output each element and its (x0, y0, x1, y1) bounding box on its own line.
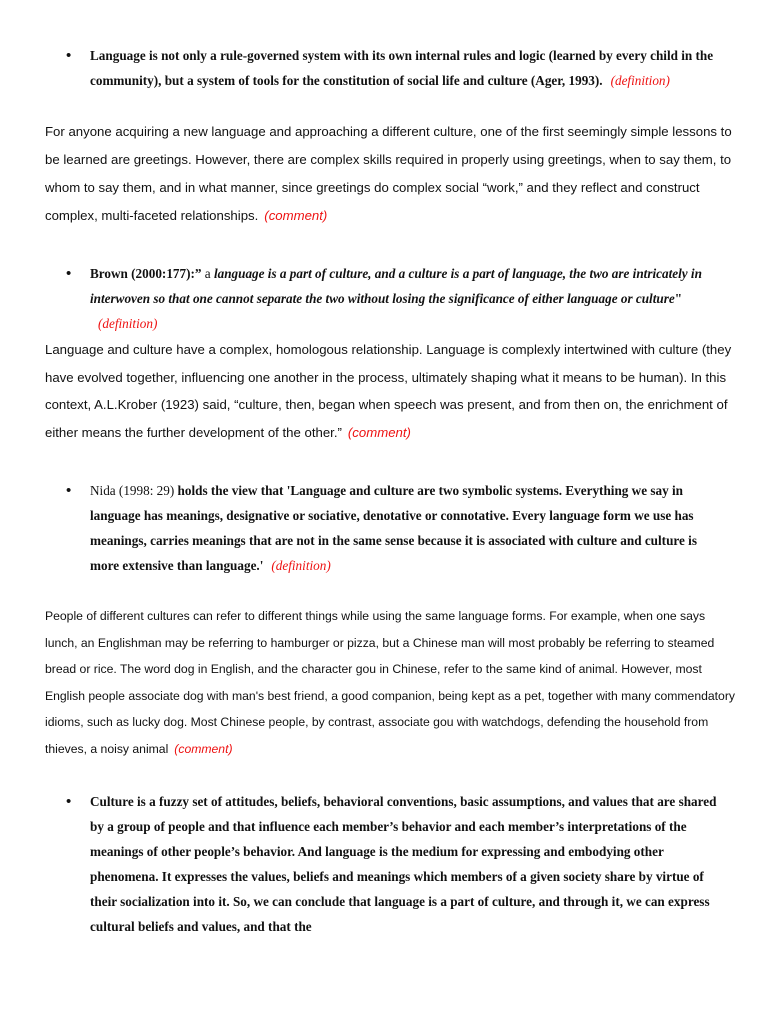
citation-text: Nida (1998: 29) (90, 483, 175, 498)
citation-text: Brown (2000:177):” (90, 266, 202, 281)
comment-paragraph-lunch-dog (45, 603, 735, 762)
bullet-marker: • (66, 265, 72, 282)
definition-tag: (definition) (610, 73, 670, 88)
comment-paragraph-greetings (45, 118, 735, 230)
comment-text: For anyone acquiring a new language and approaching a different culture, one of the first seemingly simple lessons to be learned are greetings. However, there are complex skills required in properly using greetings, when to say them, to whom to say them, and in what manner, since greetings do complex social “work,” and they reflect and construct complex, multi-faceted relationships. (45, 124, 732, 223)
bullet-item-nida (60, 478, 726, 578)
definition-tag: (definition) (98, 316, 158, 331)
definition-tag: (definition) (271, 558, 331, 573)
definition-text: Language is not only a rule-governed system with its own internal rules and logic (learned by every child in the community), but a system of tools for the constitution of social life and culture (Ager, 1993). (90, 48, 714, 88)
bullet-item-brown (60, 261, 726, 336)
bullet-marker: • (66, 482, 72, 499)
quote-text: language is a part of culture, and a culture is a part of language, the two are intricately in interwoven so that one cannot separate the two without losing the significance of either language or culture (90, 266, 702, 306)
krober-quote: “culture, then, began when speech was present, and from then on, the enrichment of either means the further development of the other.” (45, 397, 728, 440)
definition-text: Culture is a fuzzy set of attitudes, beliefs, behavioral conventions, basic assumptions, and values that are shared by a group of people and that influence each member’s behavior and each member’s interpretations of the meanings of other people’s behavior. And language is the medium for expressing and embodying other phenomena. It expresses the values, beliefs and meanings which members of a given society share by virtue of their socialization into it. So, we can conclude that language is a part of culture, and through it, we can express cultural beliefs and values, and that the (90, 794, 717, 934)
comment-tag: (comment) (264, 208, 328, 223)
bullet-text (90, 789, 726, 939)
definition-text: holds the view that 'Language and culture are two symbolic systems. Everything we say in language has meanings, designative or sociative, denotative or connotative. Every language form we use has meanings, carries meanings that are not in the same sense because it is associated with culture and culture is more extensive than language.' (90, 483, 697, 573)
bullet-item-culture-fuzzy-set (60, 789, 726, 939)
bullet-item-ager (60, 43, 726, 93)
bullet-text (90, 261, 726, 336)
comment-tag: (comment) (347, 424, 411, 440)
connector-text: a (201, 266, 214, 281)
bullet-text (90, 43, 726, 93)
comment-paragraph-homologous (45, 336, 735, 446)
comment-text: People of different cultures can refer to different things while using the same language forms. For example, when one says lunch, an Englishman may be referring to hamburger or pizza, but a Chinese man will most probably be referring to steamed bread or rice. The word dog in English, and the character gou in Chinese, refer to the same kind of animal. However, most English people associate dog with man's best friend, a good companion, being kept as a pet, together with many commendatory idioms, such as lucky dog. Most Chinese people, by contrast, associate gou with watchdogs, defending the household from thieves, a noisy animal (45, 609, 735, 756)
bullet-marker: • (66, 793, 72, 810)
comment-tag: (comment) (174, 741, 233, 756)
comment-text: Language and culture have a complex, homologous relationship. Language is complexly intertwined with culture (they have evolved together, influencing one another in the process, ultimately shaping what it means to be human). In this context, A.L.Krober (1923) said, (45, 342, 732, 412)
bullet-marker: • (66, 47, 72, 64)
bullet-text (90, 478, 726, 578)
quote-close: " (674, 291, 683, 306)
